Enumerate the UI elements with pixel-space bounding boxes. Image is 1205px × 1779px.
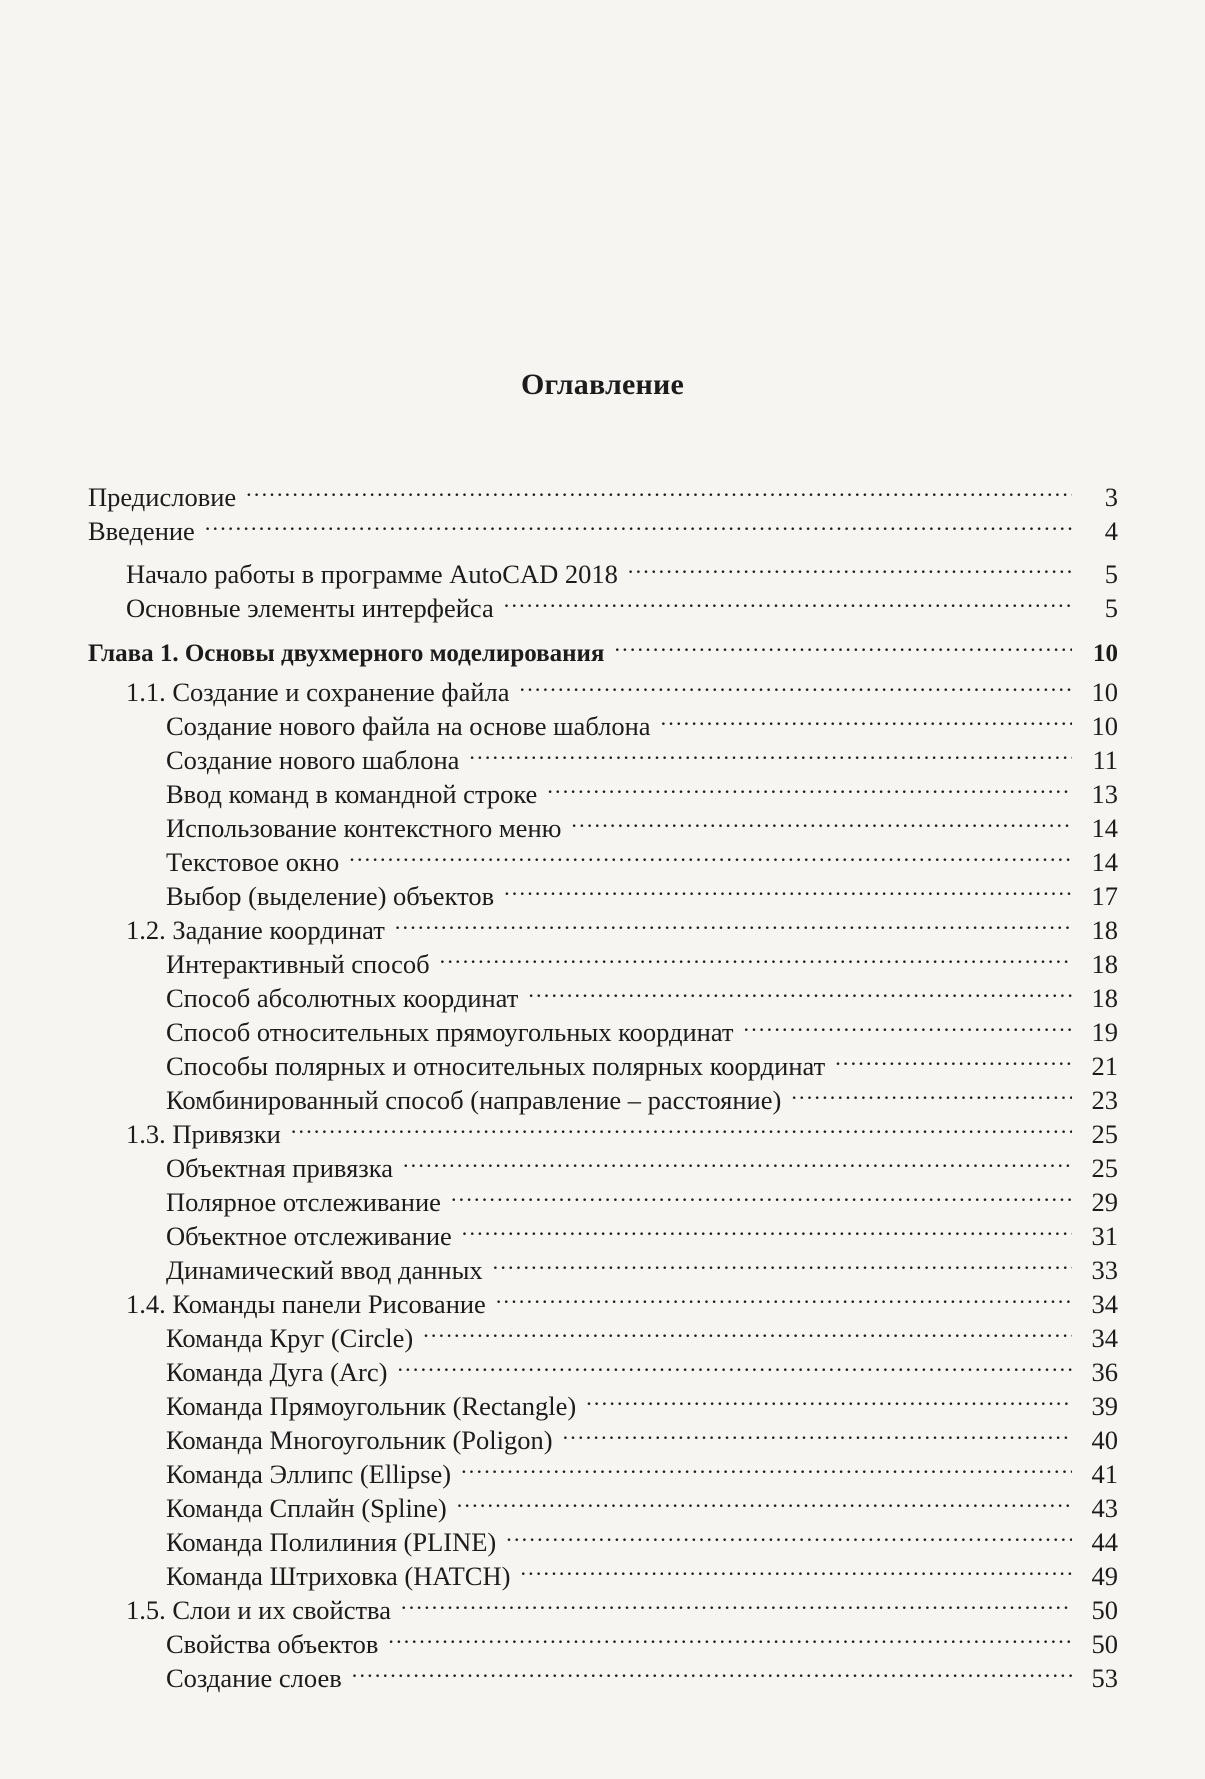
toc-entry[interactable] [166, 1517, 1118, 1557]
toc-entry[interactable] [166, 1041, 1118, 1081]
toc-entry[interactable] [166, 837, 1118, 877]
dot-leader [791, 1075, 1072, 1109]
toc-entry-label: Команда Круг (Circle) [166, 1323, 414, 1353]
dot-leader [496, 1279, 1072, 1313]
toc-page-number: 17 [1091, 881, 1118, 911]
toc-entry[interactable] [166, 1143, 1118, 1183]
toc-entry[interactable] [166, 1653, 1118, 1693]
toc-page-number: 25 [1091, 1119, 1118, 1149]
toc-entry-label: Свойства объектов [166, 1629, 379, 1659]
dot-leader [744, 1007, 1072, 1041]
dot-leader [504, 871, 1072, 905]
toc-entry-label: Начало работы в программе AutoCAD 2018 [126, 559, 618, 589]
toc-page-number: 21 [1091, 1051, 1118, 1081]
toc-entry[interactable] [166, 871, 1118, 911]
toc-entry[interactable] [166, 701, 1118, 741]
dot-leader [205, 506, 1072, 540]
toc-page-number: 49 [1091, 1561, 1118, 1591]
dot-leader [469, 735, 1072, 769]
toc-entry-label: Интерактивный способ [166, 949, 430, 979]
toc-entry[interactable] [166, 1483, 1118, 1523]
toc-page-number: 43 [1091, 1493, 1118, 1523]
toc-entry[interactable] [166, 1347, 1118, 1387]
dot-leader [395, 905, 1072, 939]
toc-entry-label: 1.4. Команды панели Рисование [126, 1289, 486, 1319]
toc-page-number: 53 [1091, 1663, 1118, 1693]
toc-page-number: 44 [1091, 1527, 1118, 1557]
toc-entry[interactable] [166, 1245, 1118, 1285]
toc-entry-label: Использование контекстного меню [166, 813, 562, 843]
toc-entry[interactable] [166, 1075, 1118, 1115]
toc-entry[interactable] [166, 1007, 1118, 1047]
dot-leader [457, 1483, 1072, 1517]
toc-page-number: 14 [1091, 813, 1118, 843]
toc-entry-label: Динамический ввод данных [166, 1255, 483, 1285]
dot-leader [528, 973, 1072, 1007]
dot-leader [246, 472, 1072, 506]
toc-entry[interactable] [166, 1551, 1118, 1591]
toc-entry-label: Ввод команд в командной строке [166, 779, 538, 809]
toc-page-number: 34 [1091, 1289, 1118, 1319]
toc-entry-label: Комбинированный способ (направление – расстояние) [166, 1085, 782, 1115]
toc-entry[interactable] [166, 803, 1118, 843]
toc-page-number: 10 [1091, 677, 1118, 707]
dot-leader [628, 549, 1072, 583]
dot-leader [614, 627, 1072, 661]
toc-page-number: 10 [1091, 711, 1118, 741]
toc-entry[interactable] [166, 1449, 1118, 1489]
toc-entry[interactable] [126, 905, 1118, 945]
dot-leader [291, 1109, 1072, 1143]
toc-entry-label: 1.1. Создание и сохранение файла [126, 677, 510, 707]
page-title: Оглавление [520, 368, 685, 401]
toc-entry[interactable] [166, 1619, 1118, 1659]
dot-leader [423, 1313, 1072, 1347]
toc-entry[interactable] [166, 1381, 1118, 1421]
toc-entry-label: Предисловие [88, 482, 237, 512]
toc-chapter-entry[interactable] [88, 627, 1118, 667]
dot-leader [352, 1653, 1072, 1687]
toc-entry[interactable] [126, 1109, 1118, 1149]
toc-page-number: 18 [1091, 983, 1118, 1013]
toc-entry[interactable] [166, 1177, 1118, 1217]
dot-leader [586, 1381, 1072, 1415]
dot-leader [506, 1517, 1072, 1551]
toc-page-number: 41 [1091, 1459, 1118, 1489]
toc-entry-label: 1.3. Привязки [126, 1119, 281, 1149]
toc-entry-label: Текстовое окно [166, 847, 340, 877]
toc-entry[interactable] [166, 1415, 1118, 1455]
dot-leader [547, 769, 1072, 803]
toc-page-number: 3 [1104, 482, 1118, 512]
dot-leader [520, 1551, 1072, 1585]
toc-entry-label: Команда Эллипс (Ellipse) [166, 1459, 452, 1489]
toc-entry-label: Способы полярных и относительных полярных координат [166, 1051, 826, 1081]
dot-leader [461, 1449, 1072, 1483]
dot-leader [451, 1177, 1072, 1211]
toc-entry-label: Создание нового шаблона [166, 745, 460, 775]
toc-entry[interactable] [126, 549, 1118, 589]
toc-entry-label: Полярное отслеживание [166, 1187, 441, 1217]
dot-leader [493, 1245, 1072, 1279]
dot-leader [835, 1041, 1072, 1075]
toc-page-number: 25 [1091, 1153, 1118, 1183]
toc-entry[interactable] [166, 769, 1118, 809]
dot-leader [661, 701, 1072, 735]
toc-page-number: 10 [1093, 640, 1118, 667]
toc-entry[interactable] [126, 667, 1118, 707]
toc-entry-label: Выбор (выделение) объектов [166, 881, 495, 911]
toc-page-number: 5 [1104, 593, 1118, 623]
dot-leader [440, 939, 1072, 973]
toc-page-number: 14 [1091, 847, 1118, 877]
toc-page-number: 33 [1091, 1255, 1118, 1285]
toc-entry[interactable] [88, 472, 1118, 512]
toc-entry[interactable] [166, 735, 1118, 775]
dot-leader [397, 1347, 1072, 1381]
toc-page-number: 18 [1091, 915, 1118, 945]
toc-page-number: 36 [1091, 1357, 1118, 1387]
toc-entry-label: Команда Штриховка (HATCH) [166, 1561, 511, 1591]
toc-entry[interactable] [166, 973, 1118, 1013]
toc-entry-label: 1.5. Слои и их свойства [126, 1595, 391, 1625]
dot-leader [349, 837, 1072, 871]
dot-leader [520, 667, 1073, 701]
toc-page-number: 29 [1091, 1187, 1118, 1217]
toc-entry[interactable] [126, 583, 1118, 623]
toc-entry[interactable] [166, 1313, 1118, 1353]
toc-entry-label: Глава 1. Основы двухмерного моделирования [88, 640, 605, 667]
toc-entry-label: Объектная привязка [166, 1153, 393, 1183]
toc-entry[interactable] [88, 506, 1118, 546]
toc-entry-label: Команда Дуга (Arc) [166, 1357, 388, 1387]
toc-entry-label: Введение [88, 516, 195, 546]
toc-page-number: 23 [1091, 1085, 1118, 1115]
toc-page-number: 5 [1104, 559, 1118, 589]
dot-leader [388, 1619, 1072, 1653]
toc-entry[interactable] [166, 939, 1118, 979]
toc-entry-label: 1.2. Задание координат [126, 915, 385, 945]
toc-page-number: 50 [1091, 1629, 1118, 1659]
dot-leader [504, 583, 1072, 617]
toc-page-number: 18 [1091, 949, 1118, 979]
dot-leader [571, 803, 1072, 837]
dot-leader [462, 1211, 1072, 1245]
toc-page-number: 39 [1091, 1391, 1118, 1421]
toc-page-number: 50 [1091, 1595, 1118, 1625]
toc-entry-label: Основные элементы интерфейса [126, 593, 494, 623]
dot-leader [401, 1585, 1072, 1619]
toc-entry-label: Команда Полилиния (PLINE) [166, 1527, 497, 1557]
toc-entry-label: Способ относительных прямоугольных координат [166, 1017, 734, 1047]
toc-page-number: 13 [1091, 779, 1118, 809]
toc-entry-label: Объектное отслеживание [166, 1221, 452, 1251]
dot-leader [563, 1415, 1072, 1449]
toc-entry-label: Способ абсолютных координат [166, 983, 519, 1013]
toc-page-number: 11 [1092, 745, 1118, 775]
toc-page-number: 31 [1091, 1221, 1118, 1251]
toc-page-number: 40 [1091, 1425, 1118, 1455]
toc-entry[interactable] [166, 1211, 1118, 1251]
toc-page-number: 19 [1091, 1017, 1118, 1047]
toc-page-number: 34 [1091, 1323, 1118, 1353]
toc-entry[interactable] [126, 1585, 1118, 1625]
toc-entry-label: Команда Многоугольник (Poligon) [166, 1425, 553, 1455]
toc-entry-label: Создание слоев [166, 1663, 342, 1693]
toc-entry-label: Создание нового файла на основе шаблона [166, 711, 651, 741]
toc-entry-label: Команда Сплайн (Spline) [166, 1493, 447, 1523]
dot-leader [403, 1143, 1072, 1177]
toc-entry[interactable] [126, 1279, 1118, 1319]
toc-page-number: 4 [1104, 516, 1118, 546]
toc-entry-label: Команда Прямоугольник (Rectangle) [166, 1391, 577, 1421]
